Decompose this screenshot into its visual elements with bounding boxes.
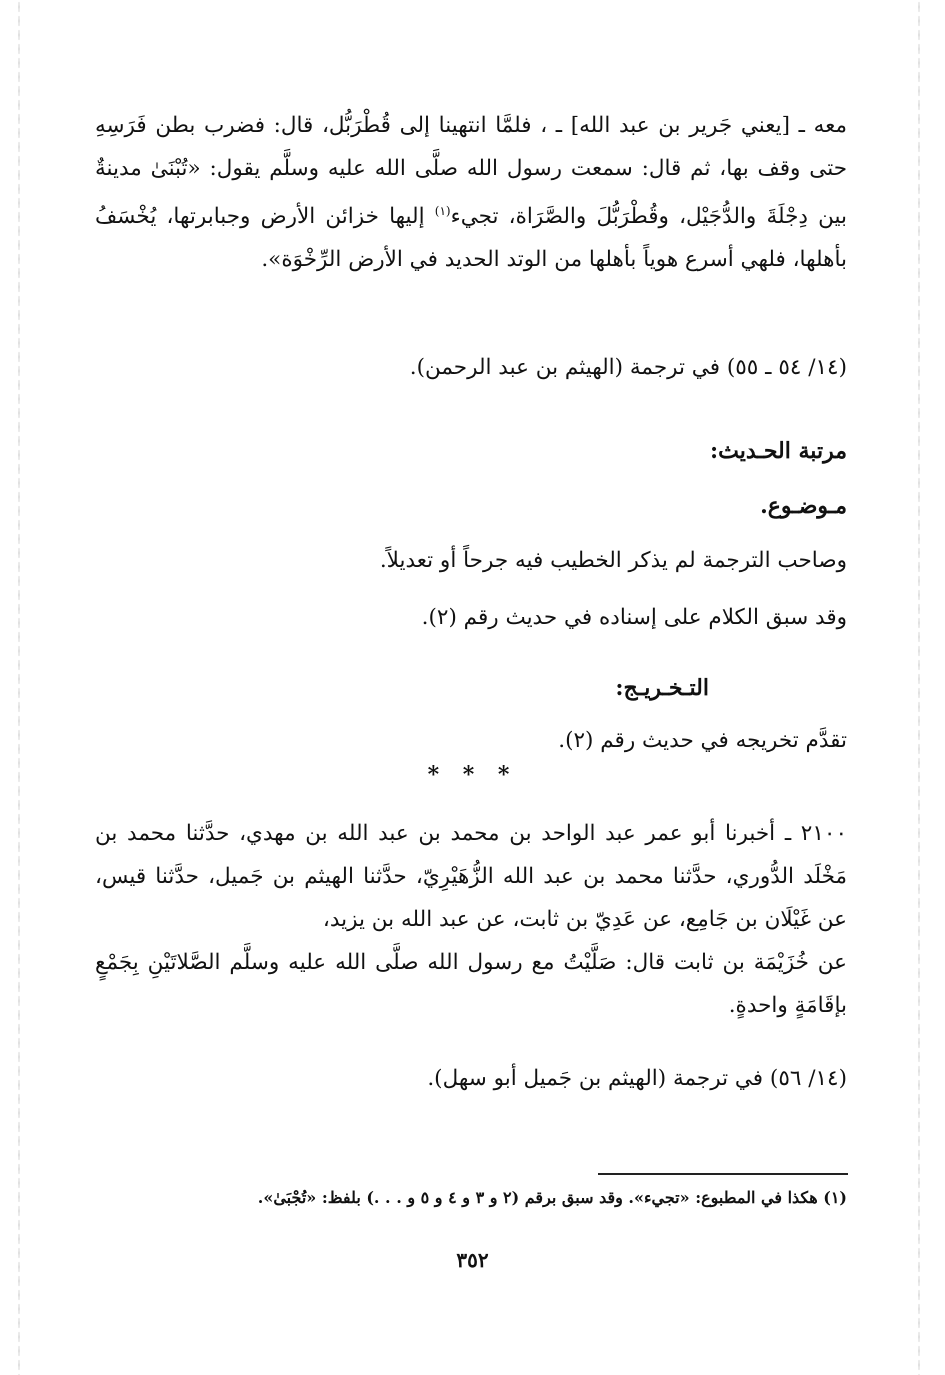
scan-margin-dots-right (918, 0, 920, 1375)
paragraph3-text: عن خُزَيْمَة بن ثابت قال: صَلَّيْتُ مع رسول الله صلَّى الله عليه وسلَّم الصَّلاتَيْنِ بِجَمْعٍ بإقَامَةٍ واحدةٍ. (95, 950, 847, 1018)
reference-1: (١٤/ ٥٤ ـ ٥٥) في ترجمة (الهيثم بن عبد الرحمن). (409, 355, 847, 380)
paragraph1-text: معه ـ [يعني جَرير بن عبد الله] ـ ، فلمَّا انتهينا إلى قُطْرَبُّل، قال: فضرب بطن فَرَسِهِ حتى وقف بها، ثم قال: سمعت رسول الله صلَّى الله عليه وسلَّم يقول: «تُبْنَىٰ مدينةٌ بين دِجْلَةَ والدُّجَيْل، وقُطْرَبُّلَ والصَّرَاة، تجيء (95, 113, 847, 230)
paragraph-hadith-text (95, 104, 847, 281)
footnote-divider (598, 1173, 848, 1175)
rank-note-1: وصاحب الترجمة لم يذكر الخطيب فيه جرحاً أو تعديلاً. (379, 548, 847, 573)
heading-takhrij: التـخـريـج: (615, 675, 709, 701)
scan-margin-dots-left (18, 0, 20, 1375)
section-separator: * * * (427, 762, 518, 788)
page-number: ٣٥٢ (456, 1248, 489, 1272)
rank-note-2: وقد سبق الكلام على إسناده في حديث رقم (٢). (421, 605, 847, 630)
paragraph-hadith-2100 (95, 812, 847, 1027)
paragraph1-end: إليها خزائن الأرض وجبابرتها، يُخْسَفُ بأهلها، فلهي أسرع هوياً بأهلها من الوتد الحديد في الأرض الرِّخْوَة». (95, 204, 847, 273)
heading-hadith-rank: مرتبة الحـديث: (710, 438, 847, 464)
paragraph2-text: ٢١٠٠ ـ أخبرنا أبو عمر عبد الواحد بن محمد بن عبد الله بن مهدي، حدَّثنا محمد بن مَخْلَد الدُّوري، حدَّثنا محمد بن عبد الله الزُّهَيْرِيّ، حدَّثنا الهيثم بن جَميل، حدَّثنا قيس، عن غَيْلَان بن جَامِع، عن عَدِيّ بن ثابت، عن عبد الله بن يزيد، (95, 821, 847, 932)
takhrij-text: تقدَّم تخريجه في حديث رقم (٢). (558, 728, 847, 753)
reference-2: (١٤/ ٥٦) في ترجمة (الهيثم بن جَميل أبو سهل). (427, 1066, 847, 1091)
footnote-marker: (١) (434, 204, 451, 218)
footnote-1: (١) هكذا في المطبوع: «تجيء». وقد سبق برقم (٢ و ٣ و ٤ و ٥ و . . .) بلفظ: «تُجْبَىٰ». (257, 1188, 847, 1207)
rank-value: مـوضـوع. (760, 493, 847, 519)
